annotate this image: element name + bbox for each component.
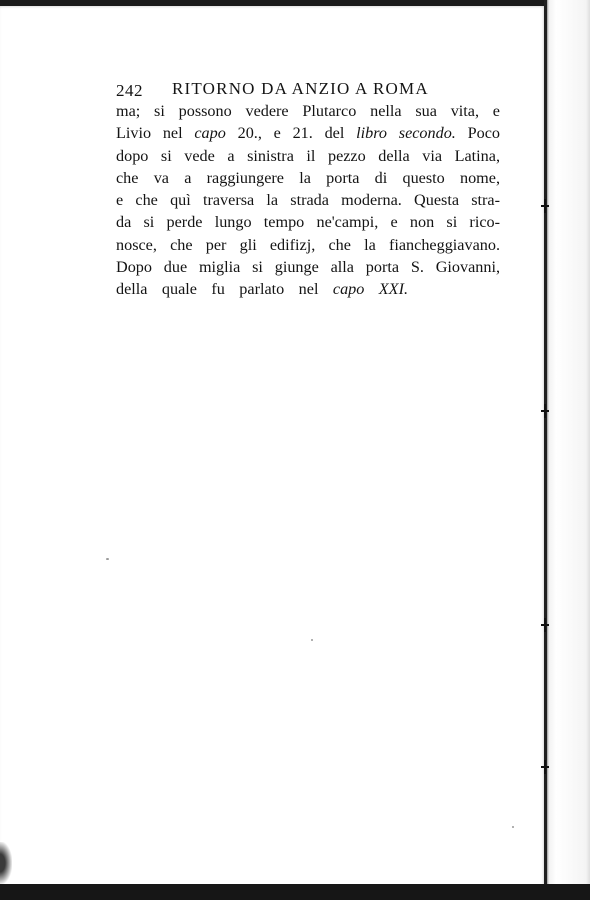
text-run: che va a raggiungere la porta di questo nome,: [116, 168, 500, 187]
edge-tick-mark: [541, 624, 549, 626]
body-text: [116, 100, 500, 301]
text-line: [116, 100, 500, 122]
text-run: Poco: [455, 124, 500, 143]
text-line: [116, 278, 408, 300]
edge-tick-mark: [541, 205, 549, 207]
paper-speck: [106, 558, 109, 560]
text-run: Livio nel: [116, 124, 195, 143]
book-page: [0, 6, 546, 890]
adjacent-page-edge: [546, 0, 590, 900]
italic-text-run: capo: [194, 124, 226, 143]
text-line: [116, 189, 500, 211]
text-line: [116, 211, 500, 233]
text-line: [116, 167, 500, 189]
edge-tick-mark: [541, 410, 549, 412]
text-run: da si perde lungo tempo ne'campi, e non si rico-: [116, 213, 500, 232]
text-run: e che quì traversa la strada moderna. Questa stra-: [116, 191, 500, 210]
text-run: 20., e 21. del: [225, 124, 357, 143]
italic-text-run: capo XXI.: [332, 280, 409, 299]
running-head-title: RITORNO DA ANZIO A ROMA: [172, 79, 429, 98]
text-line: [116, 256, 500, 278]
page-corner-shadow: [0, 842, 12, 884]
text-run: della quale fu parlato nel: [116, 280, 333, 299]
text-run: dopo si vede a sinistra il pezzo della via Latina,: [116, 146, 500, 165]
text-line: [116, 234, 500, 256]
scan-bottom-border: [0, 884, 590, 900]
text-line: [116, 145, 500, 167]
text-run: Dopo due miglia si giunge alla porta S. Giovanni,: [116, 258, 500, 277]
text-run: ma; si possono vedere Plutarco nella sua vita, e: [116, 102, 500, 120]
edge-tick-mark: [541, 766, 549, 768]
paper-speck: [311, 639, 313, 641]
text-line: [116, 122, 500, 144]
page-number: 242: [116, 81, 143, 100]
paper-speck: [512, 826, 514, 828]
running-head: [116, 79, 446, 101]
italic-text-run: libro secondo.: [356, 124, 456, 143]
text-run: nosce, che per gli edifizj, che la fiancheggiavano.: [116, 235, 500, 254]
